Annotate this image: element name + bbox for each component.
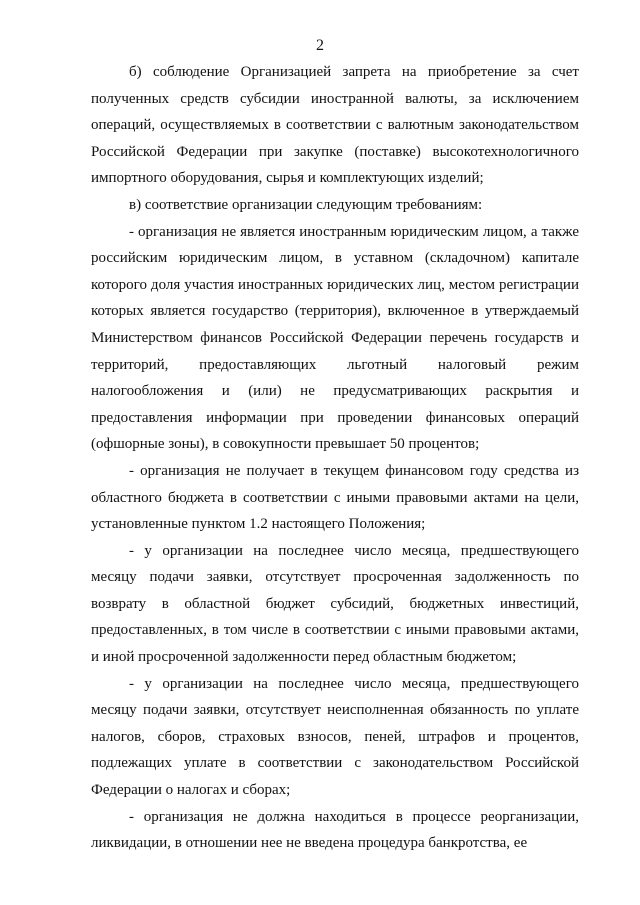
requirement-no-tax-arrears: - у организации на последнее число месяца, предшествующего месяцу подачи заявки, отсутствует неисполненная обязанность по уплате налогов, сборов, страховых взносов, пеней, штрафов и процентов, подлежащих уплате в соответствии с законодательством Российской Федерации о налогах и сборах; — [91, 675, 579, 799]
paragraph-v-requirements: в) соответствие организации следующим требованиям: — [129, 196, 483, 213]
requirement-not-foreign-entity: - организация не является иностранным юридическим лицом, а также российским юридическим лицом, в уставном (складочном) капитале которого доля участия иностранных юридических лиц, местом регистрации которых является государство (территория), включенное в утверждаемый Министерством финансов Российской Федерации перечень государств и территорий, предоставляющих льготный налоговый режим налогообложения и (или) не предусматривающих раскрытия и предоставления информации при проведении финансовых операций (офшорные зоны), в совокупности превышает 50 процентов; — [91, 223, 579, 453]
requirement-no-reorganization: - организация не должна находиться в процессе реорганизации, ликвидации, в отношении нее не введена процедура банкротства, ее — [91, 808, 579, 852]
page-number: 2 — [316, 37, 324, 54]
requirement-no-other-funds: - организация не получает в текущем финансовом году средства из областного бюджета в соответствии с иными правовыми актами на цели, установленные пунктом 1.2 настоящего Положения; — [91, 462, 579, 533]
requirement-no-overdue-debt: - у организации на последнее число месяца, предшествующего месяцу подачи заявки, отсутствует просроченная задолженность по возврату в областной бюджет субсидий, бюджетных инвестиций, предоставленных, в том числе в соответствии с иными правовыми актами, и иной просроченной задолженности перед областным бюджетом; — [91, 542, 579, 666]
document-body — [91, 59, 579, 857]
paragraph-b-currency-ban: б) соблюдение Организацией запрета на приобретение за счет полученных средств субсидии иностранной валюты, за исключением операций, осуществляемых в соответствии с валютным законодательством Российской Федерации при закупке (поставке) высокотехнологичного импортного оборудования, сырья и комплектующих изделий; — [91, 64, 579, 187]
